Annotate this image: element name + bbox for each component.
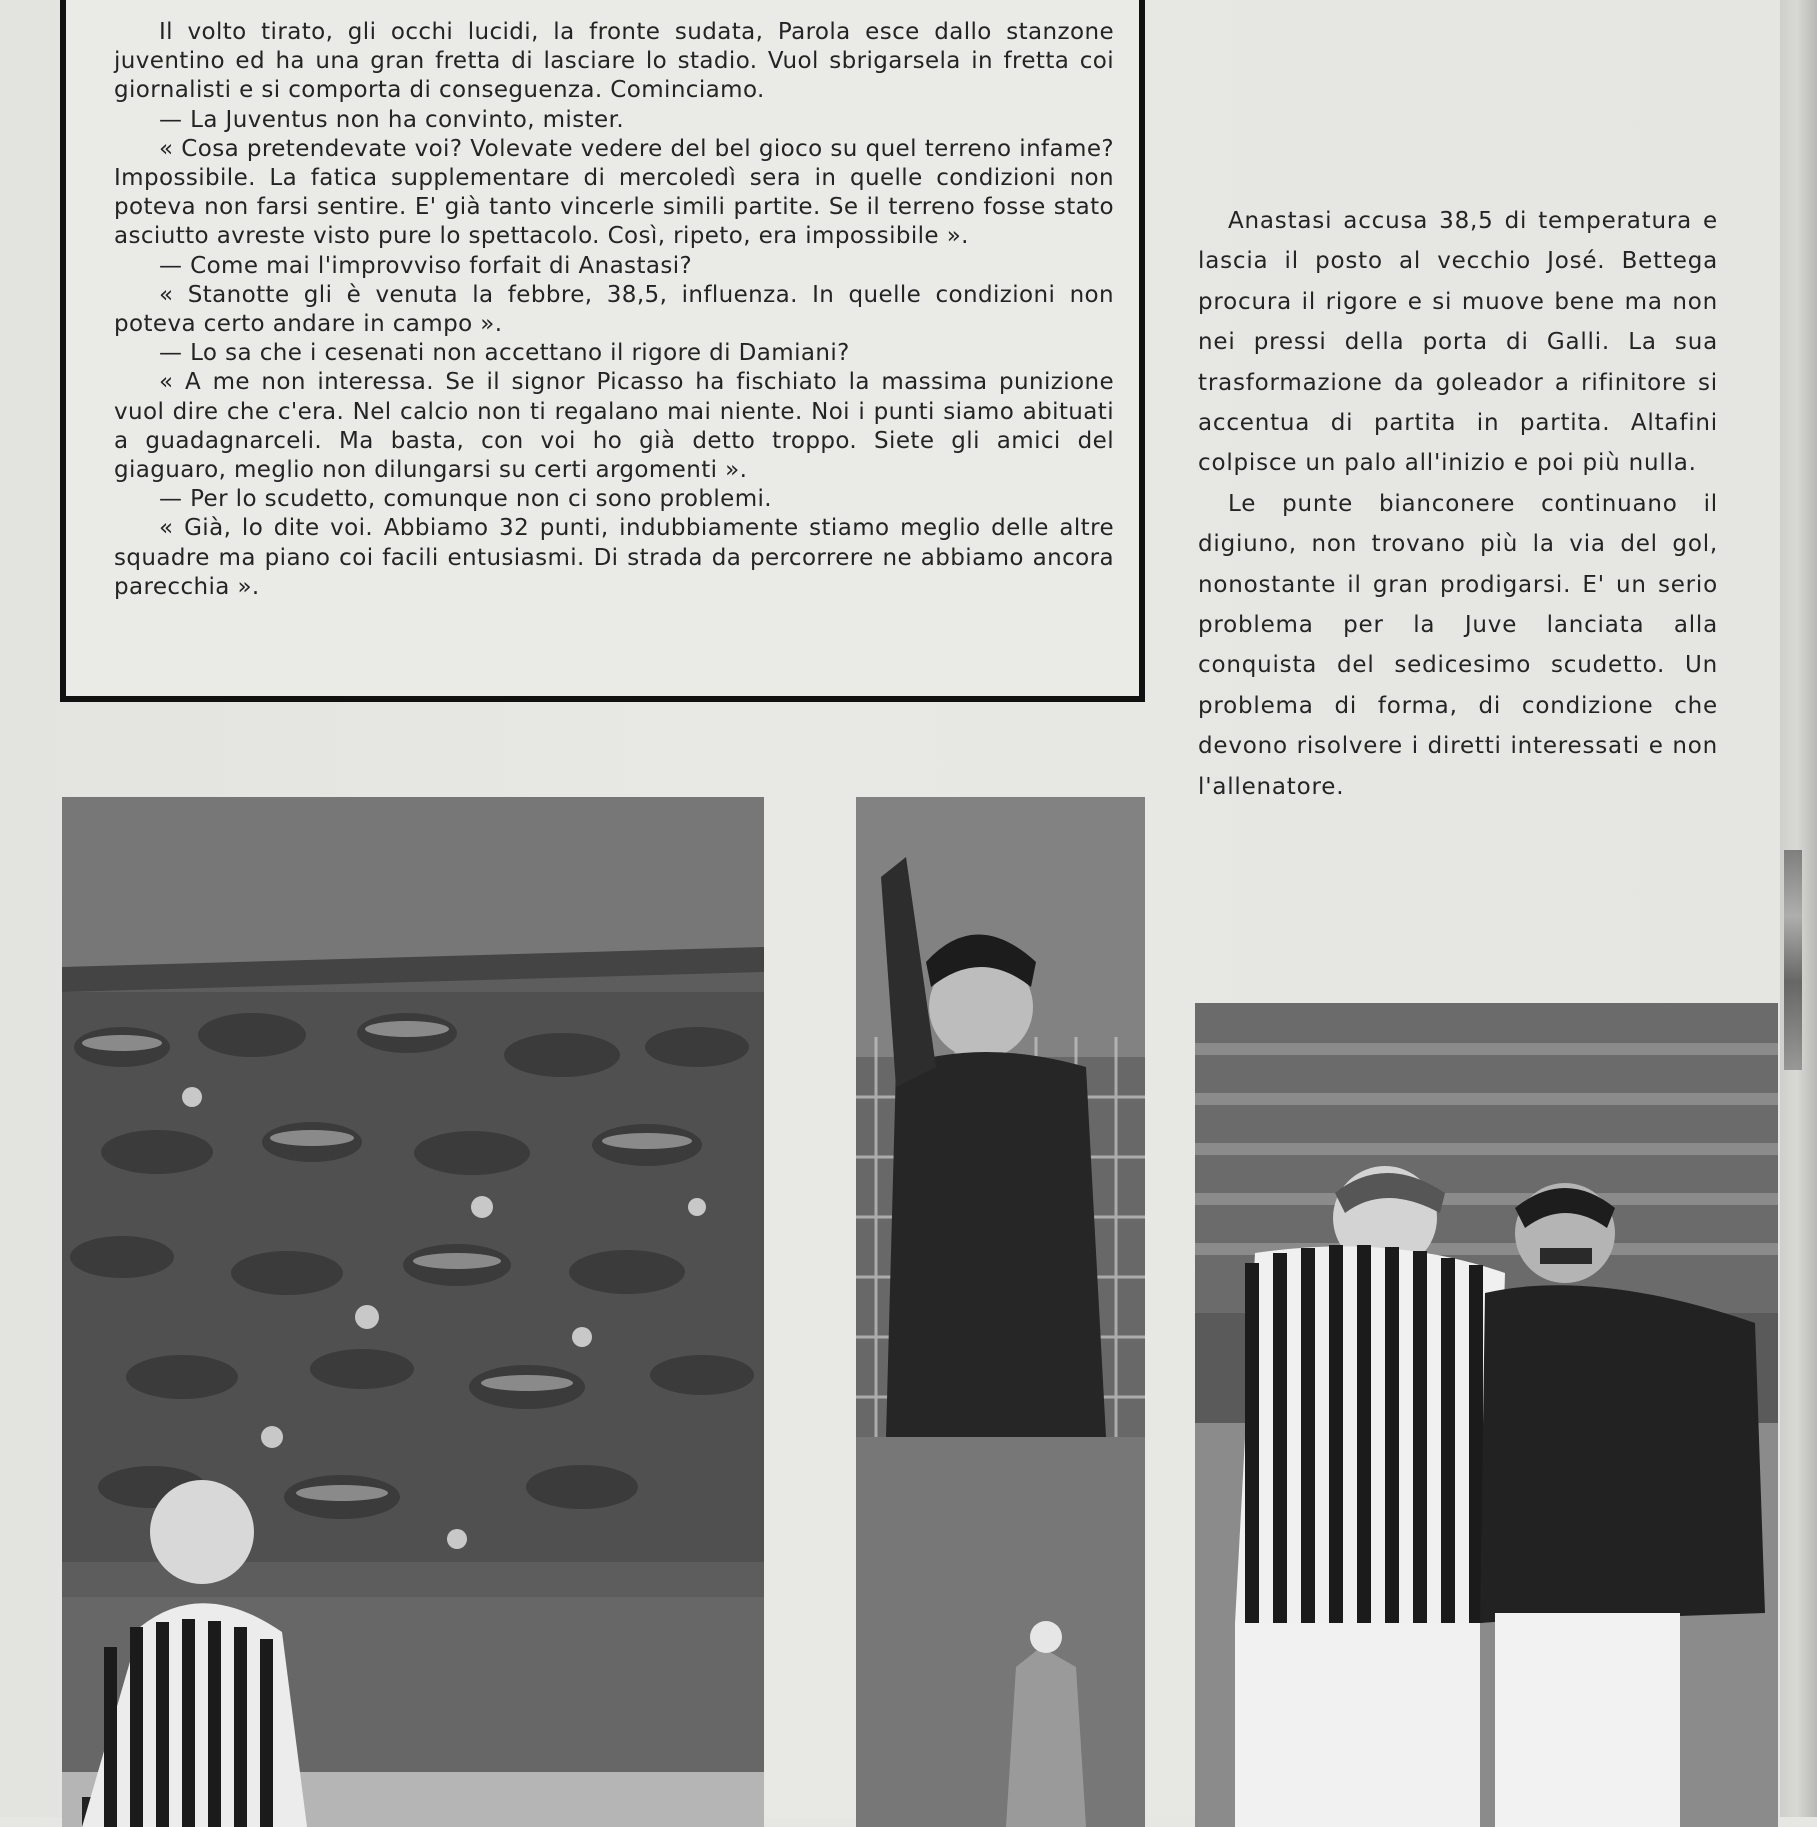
interview-paragraph: — La Juventus non ha convinto, mister. (159, 106, 625, 133)
interview-paragraph: — Come mai l'improvviso forfait di Anastasi? (159, 252, 693, 279)
photo-crowd-umbrellas (62, 797, 764, 1827)
interview-text (114, 18, 1114, 602)
interview-paragraph: « Già, lo dite voi. Abbiamo 32 punti, indubbiamente stiamo meglio delle altre squadre ma piano coi facili entusiasmi. Di strada da percorrere ne abbiamo ancora parecchia ». (114, 515, 1114, 600)
interview-paragraph: Il volto tirato, gli occhi lucidi, la fronte sudata, Parola esce dallo stanzone juventino ed ha una gran fretta di lasciare lo stadio. Vuol sbrigarsela in fretta coi giornalisti e si comporta di conseguenza. Cominciamo. (114, 19, 1114, 104)
interview-paragraph: — Lo sa che i cesenati non accettano il rigore di Damiani? (159, 340, 850, 367)
interview-paragraph: « Cosa pretendevate voi? Volevate vedere del bel gioco su quel terreno infame? Impossibile. La fatica supplementare di mercoledì sera in quelle condizioni non poteva non farsi sentire. E' già tanto vincerle simili partite. Se il terreno fosse stato asciutto avreste visto pure lo spettacolo. Così, ripeto, era impossibile ». (114, 135, 1114, 250)
side-column-text (1198, 201, 1718, 807)
photo-goalkeeper (856, 797, 1145, 1827)
photo-players (1195, 1003, 1778, 1827)
interview-paragraph: « A me non interessa. Se il signor Picasso ha fischiato la massima punizione vuol dire che c'era. Nel calcio non ti regalano mai niente. Noi i punti siamo abituati a guadagnarceli. Ma basta, con voi ho già detto troppo. Siete gli amici del giaguaro, meglio non dilungarsi su certi argomenti ». (114, 369, 1114, 484)
column-paragraph: Le punte bianconere continuano il digiuno, non trovano più la via del gol, nonostante il gran prodigarsi. E' un serio problema per la Juve lanciata alla conquista del sedicesimo scudetto. Un problema di forma, di condizione che devono risolvere i diretti interessati e non l'allenatore. (1198, 490, 1718, 800)
page-spine (1780, 0, 1817, 1817)
interview-paragraph: — Per lo scudetto, comunque non ci sono problemi. (159, 486, 773, 513)
interview-box (60, 0, 1145, 702)
interview-paragraph: « Stanotte gli è venuta la febbre, 38,5, influenza. In quelle condizioni non poteva certo andare in campo ». (114, 281, 1114, 338)
column-paragraph: Anastasi accusa 38,5 di temperatura e lascia il posto al vecchio José. Bettega procura il rigore e si muove bene ma non nei pressi della porta di Galli. La sua trasformazione da goleador a rifinitore si accentua di partita in partita. Altafini colpisce un palo all'inizio e poi più nulla. (1198, 208, 1718, 477)
